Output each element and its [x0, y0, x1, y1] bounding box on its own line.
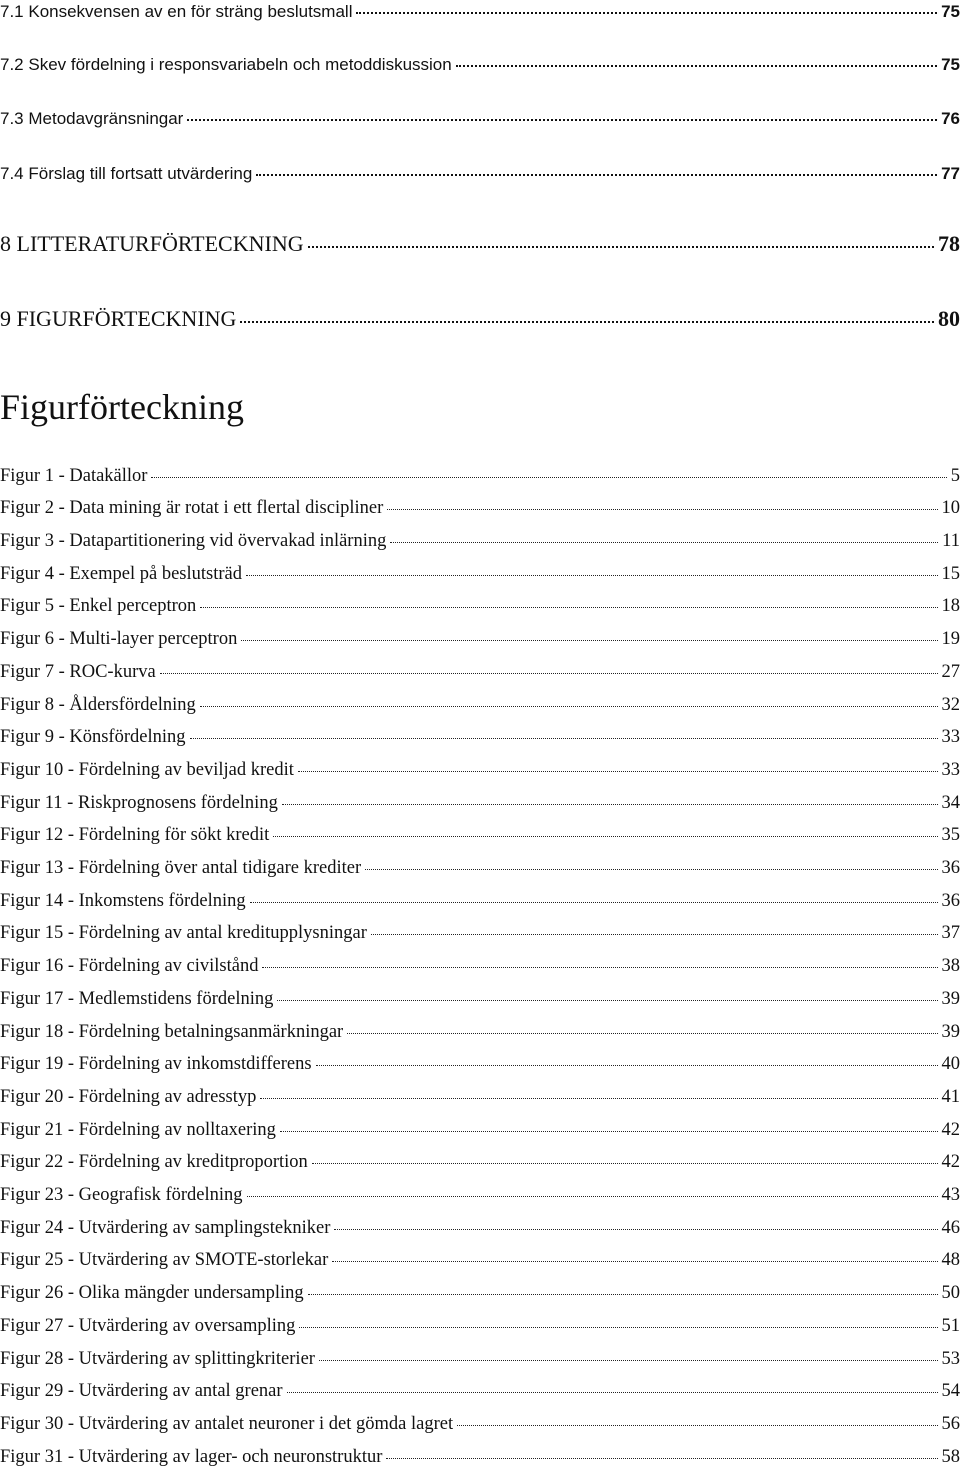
figure-entry[interactable]: [0, 1215, 960, 1239]
figure-entry[interactable]: [0, 1182, 960, 1206]
figure-entry-page: 39: [941, 1021, 960, 1042]
figure-entry-page: 53: [941, 1348, 960, 1369]
figure-entry-label: Figur 25 - Utvärdering av SMOTE-storlekar: [0, 1250, 329, 1271]
figure-entry-label: Figur 2 - Data mining är rotat i ett flertal discipliner: [0, 498, 384, 519]
figure-entry-label: Figur 17 - Medlemstidens fördelning: [0, 988, 274, 1009]
figure-entry-label: Figur 23 - Geografisk fördelning: [0, 1185, 243, 1206]
figure-entry-label: Figur 13 - Fördelning över antal tidigare krediter: [0, 858, 362, 879]
figure-entry-label: Figur 8 - Åldersfördelning: [0, 694, 196, 715]
figure-entry[interactable]: [0, 855, 960, 879]
figure-entry[interactable]: [0, 1150, 960, 1174]
figure-entry-page: 51: [941, 1315, 960, 1336]
figure-entry-label: Figur 20 - Fördelning av adresstyp: [0, 1086, 257, 1107]
figure-entry[interactable]: [0, 823, 960, 847]
dot-leader: [256, 159, 937, 176]
dot-leader: [319, 1343, 938, 1361]
figure-entry-label: Figur 1 - Datakällor: [0, 465, 148, 486]
dot-leader: [332, 1245, 937, 1263]
figure-entry-page: 19: [941, 629, 960, 650]
figure-entry[interactable]: [0, 496, 960, 520]
dot-leader: [190, 722, 938, 740]
dot-leader: [356, 0, 937, 14]
dot-leader: [282, 787, 938, 805]
figure-entry[interactable]: [0, 1313, 960, 1337]
figure-entry-label: Figur 18 - Fördelning betalningsanmärkningar: [0, 1021, 344, 1042]
dot-leader: [308, 226, 934, 248]
dot-leader: [247, 1179, 938, 1197]
figure-entry[interactable]: [0, 1379, 960, 1403]
figure-entry[interactable]: [0, 1248, 960, 1272]
dot-leader: [386, 1441, 937, 1459]
figure-entry-page: 33: [941, 759, 960, 780]
dot-leader: [312, 1147, 938, 1165]
dot-leader: [240, 301, 934, 323]
figure-entry-page: 10: [941, 498, 960, 519]
figure-entry-label: Figur 22 - Fördelning av kreditproportion: [0, 1152, 308, 1173]
toc-entry-label: 7.4 Förslag till fortsatt utvärdering: [0, 164, 253, 184]
figure-entry-label: Figur 26 - Olika mängder undersampling: [0, 1283, 304, 1304]
dot-leader: [371, 918, 938, 936]
figure-entry-label: Figur 5 - Enkel perceptron: [0, 596, 197, 617]
figure-entry-page: 27: [941, 661, 960, 682]
figure-entry-label: Figur 28 - Utvärdering av splittingkriterier: [0, 1348, 315, 1369]
dot-leader: [151, 460, 946, 478]
figure-entry[interactable]: [0, 528, 960, 552]
figure-entry-page: 35: [941, 825, 960, 846]
figure-entry[interactable]: [0, 1281, 960, 1305]
figure-entry[interactable]: [0, 659, 960, 683]
figure-entry[interactable]: [0, 692, 960, 716]
figure-entry[interactable]: [0, 1117, 960, 1141]
toc-entry-page: 76: [941, 109, 960, 129]
figure-entry-page: 36: [941, 858, 960, 879]
figure-entry-page: 48: [941, 1250, 960, 1271]
figure-entry-label: Figur 10 - Fördelning av beviljad kredit: [0, 759, 294, 780]
dot-leader: [273, 820, 937, 838]
toc-entry-page: 75: [941, 2, 960, 22]
figure-entry[interactable]: [0, 1411, 960, 1435]
dot-leader: [299, 1310, 937, 1328]
figure-entry-page: 42: [941, 1119, 960, 1140]
figure-entry[interactable]: [0, 921, 960, 945]
figure-entry-page: 46: [941, 1217, 960, 1238]
toc-chapter-page: 80: [938, 305, 960, 331]
figure-entry-page: 42: [941, 1152, 960, 1173]
figure-entry-page: 18: [941, 596, 960, 617]
figure-entry-label: Figur 30 - Utvärdering av antalet neuroner i det gömda lagret: [0, 1413, 454, 1434]
dot-leader: [365, 852, 937, 870]
toc-chapter-entry[interactable]: [0, 229, 960, 257]
figure-entry[interactable]: [0, 561, 960, 585]
figure-entry[interactable]: [0, 954, 960, 978]
figure-entry-label: Figur 9 - Könsfördelning: [0, 727, 186, 748]
dot-leader: [457, 1408, 937, 1426]
toc-chapter-label: 8 LITTERATURFÖRTECKNING: [0, 230, 304, 256]
figure-entry-label: Figur 24 - Utvärdering av samplingstekniker: [0, 1217, 331, 1238]
figure-entry[interactable]: [0, 463, 960, 487]
dot-leader: [387, 493, 937, 511]
figure-entry-label: Figur 14 - Inkomstens fördelning: [0, 890, 246, 911]
toc-chapter-label: 9 FIGURFÖRTECKNING: [0, 305, 237, 331]
figure-entry-label: Figur 3 - Datapartitionering vid övervakad inlärning: [0, 531, 387, 552]
figure-entry[interactable]: [0, 627, 960, 651]
figure-entry[interactable]: [0, 888, 960, 912]
toc-entry-label: 7.3 Metodavgränsningar: [0, 109, 184, 129]
toc-entry[interactable]: [0, 107, 960, 129]
dot-leader: [246, 558, 938, 576]
figure-entry-label: Figur 12 - Fördelning för sökt kredit: [0, 825, 270, 846]
figure-entry-label: Figur 11 - Riskprognosens fördelning: [0, 792, 278, 813]
dot-leader: [241, 624, 937, 642]
figure-entry-label: Figur 15 - Fördelning av antal kreditupplysningar: [0, 923, 367, 944]
figure-entry-label: Figur 21 - Fördelning av nolltaxering: [0, 1119, 276, 1140]
dot-leader: [347, 1016, 937, 1034]
dot-leader: [277, 983, 937, 1001]
figure-entry-page: 15: [941, 563, 960, 584]
figure-entry[interactable]: [0, 1019, 960, 1043]
figure-entry[interactable]: [0, 1346, 960, 1370]
dot-leader: [187, 104, 937, 121]
dot-leader: [250, 885, 938, 903]
figure-entry-page: 34: [941, 792, 960, 813]
figure-entry-label: Figur 4 - Exempel på beslutsträd: [0, 563, 242, 584]
figure-entry-page: 5: [950, 465, 960, 486]
figure-entry-label: Figur 7 - ROC-kurva: [0, 661, 156, 682]
figure-entry-label: Figur 19 - Fördelning av inkomstdifferens: [0, 1054, 312, 1075]
figure-entry-page: 32: [941, 694, 960, 715]
figure-entry-page: 38: [941, 956, 960, 977]
figure-entry-page: 11: [942, 531, 960, 552]
figure-entry[interactable]: [0, 790, 960, 814]
dot-leader: [200, 591, 937, 609]
figure-entry-page: 40: [941, 1054, 960, 1075]
dot-leader: [262, 951, 937, 969]
figure-entry[interactable]: [0, 757, 960, 781]
dot-leader: [334, 1212, 937, 1230]
toc-entry-label: 7.2 Skev fördelning i responsvariabeln och metoddiskussion: [0, 55, 452, 75]
figure-entry-page: 56: [941, 1413, 960, 1434]
figure-entry[interactable]: [0, 1444, 960, 1468]
toc-entry-page: 77: [941, 164, 960, 184]
figure-entry-page: 37: [941, 923, 960, 944]
toc-chapter-entry[interactable]: [0, 304, 960, 332]
toc-entry-label: 7.1 Konsekvensen av en för sträng beslutsmall: [0, 2, 353, 22]
toc-chapter-page: 78: [938, 230, 960, 256]
dot-leader: [280, 1114, 938, 1132]
dot-leader: [160, 656, 938, 674]
figure-entry-label: Figur 29 - Utvärdering av antal grenar: [0, 1381, 283, 1402]
figure-entry-page: 50: [941, 1283, 960, 1304]
figure-entry-label: Figur 16 - Fördelning av civilstånd: [0, 956, 259, 977]
dot-leader: [308, 1278, 938, 1296]
figure-entry-page: 54: [941, 1381, 960, 1402]
figure-entry[interactable]: [0, 986, 960, 1010]
figure-entry-label: Figur 27 - Utvärdering av oversampling: [0, 1315, 296, 1336]
dot-leader: [200, 689, 938, 707]
dot-leader: [456, 50, 937, 67]
dot-leader: [390, 525, 938, 543]
dot-leader: [316, 1049, 938, 1067]
figure-entry-page: 36: [941, 890, 960, 911]
figure-entry[interactable]: [0, 1084, 960, 1108]
figure-entry-page: 39: [941, 988, 960, 1009]
figure-entry-label: Figur 31 - Utvärdering av lager- och neuronstruktur: [0, 1446, 383, 1467]
figure-entry-page: 58: [941, 1446, 960, 1467]
figure-entry[interactable]: [0, 725, 960, 749]
figure-entry[interactable]: [0, 1052, 960, 1076]
dot-leader: [287, 1376, 938, 1394]
figure-entry-page: 41: [941, 1086, 960, 1107]
figure-entry-page: 43: [941, 1185, 960, 1206]
figure-entry-page: 33: [941, 727, 960, 748]
dot-leader: [260, 1081, 937, 1099]
toc-entry[interactable]: [0, 162, 960, 184]
figure-entry-label: Figur 6 - Multi-layer perceptron: [0, 629, 238, 650]
figure-entry[interactable]: [0, 594, 960, 618]
dot-leader: [298, 754, 938, 772]
toc-entry[interactable]: [0, 0, 960, 22]
toc-entry[interactable]: [0, 53, 960, 75]
section-heading: Figurförteckning: [0, 387, 244, 427]
toc-entry-page: 75: [941, 55, 960, 75]
